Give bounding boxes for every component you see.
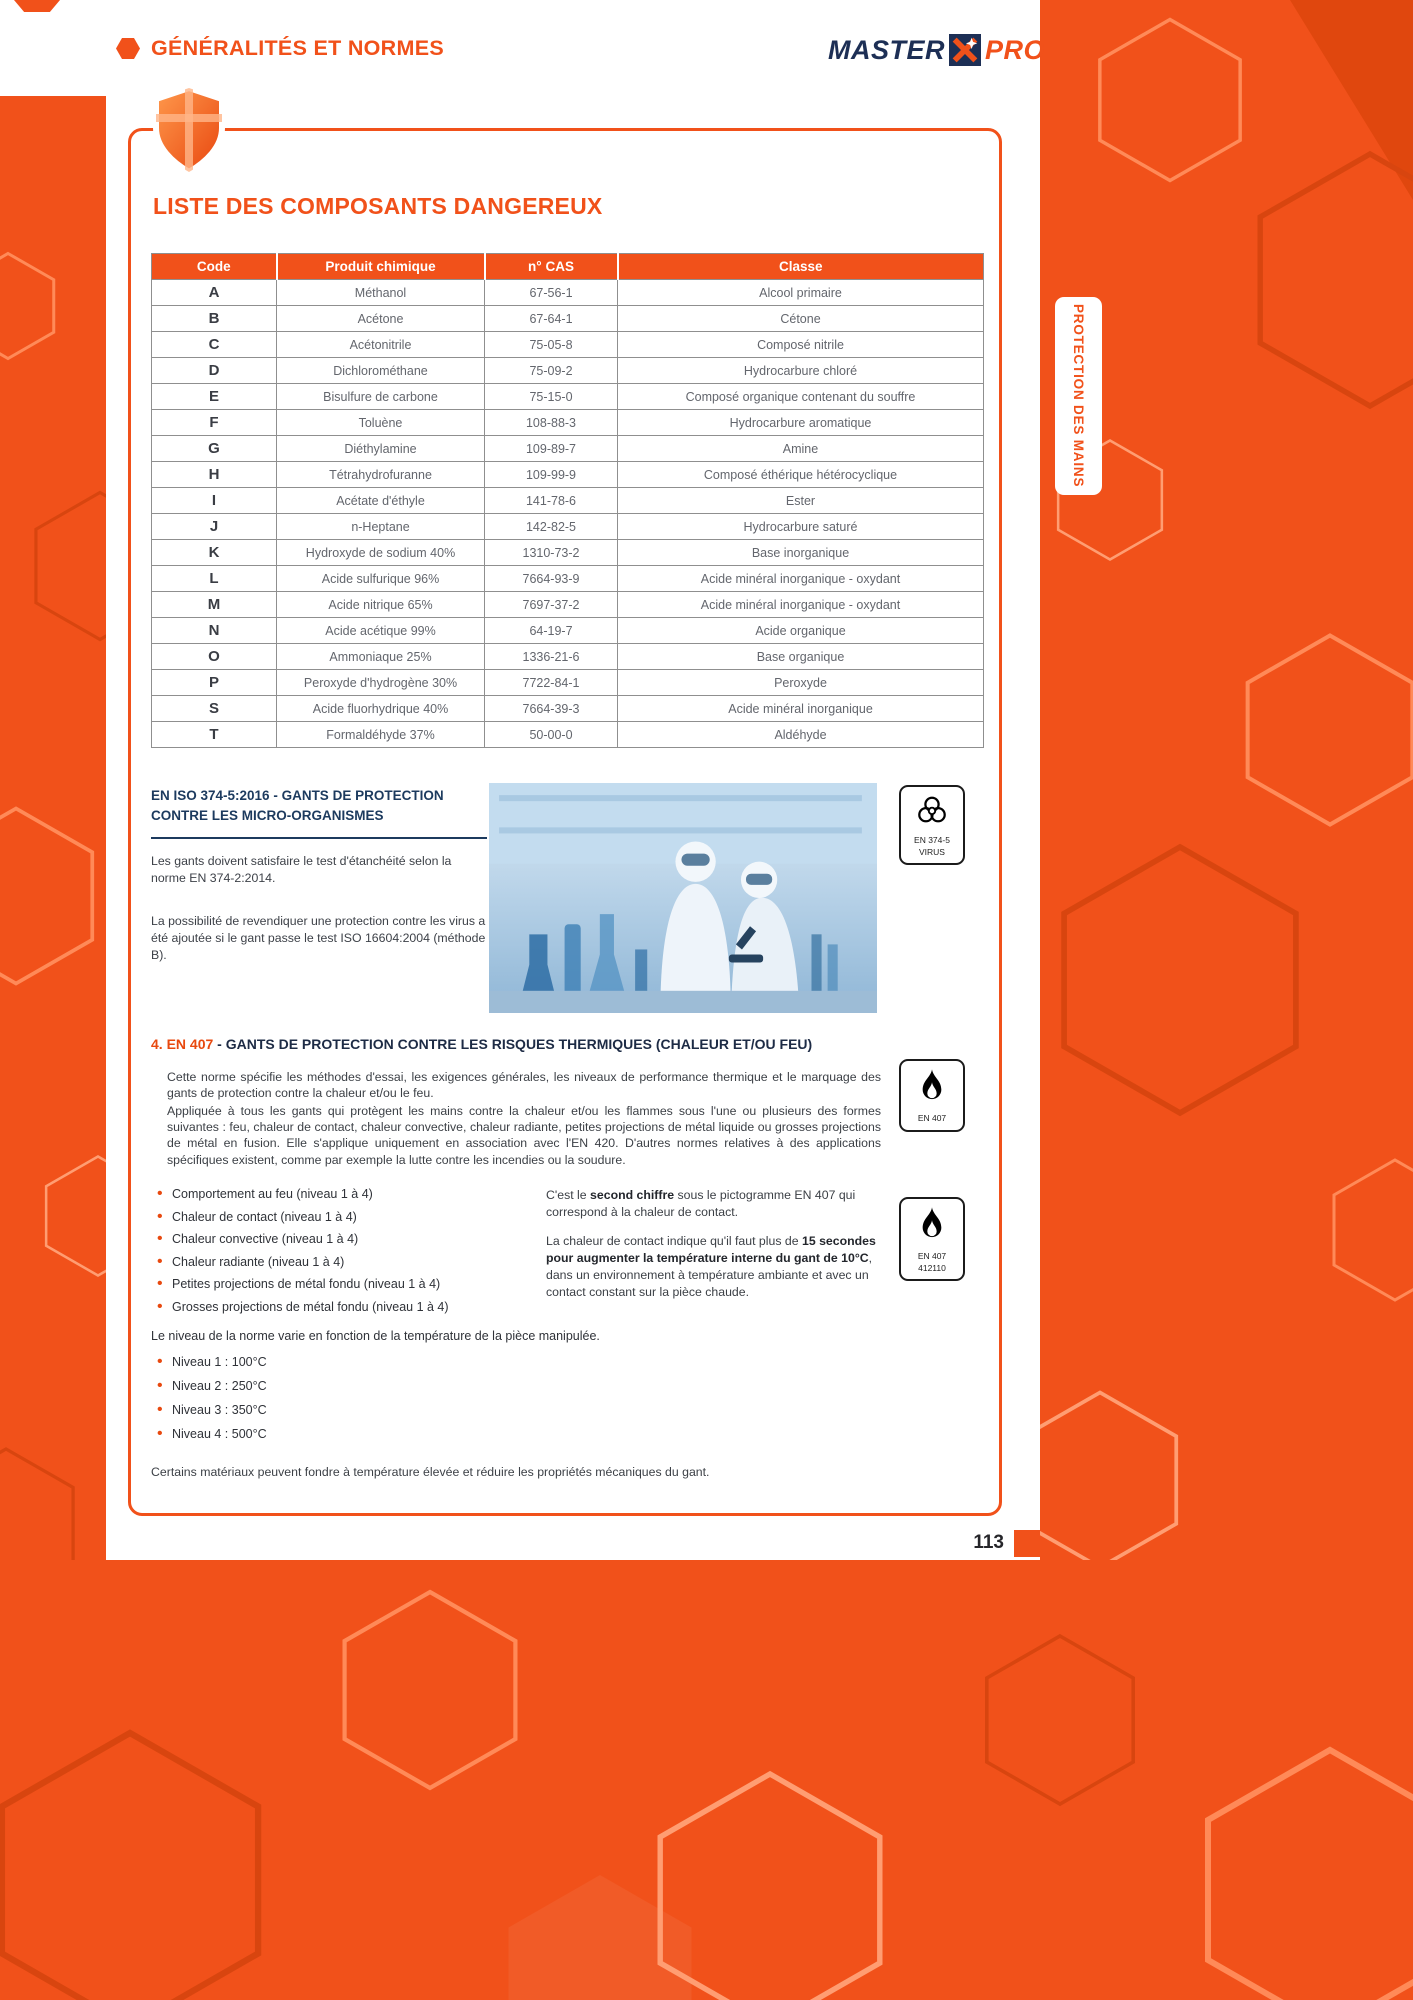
cell-classe: Acide minéral inorganique - oxydant xyxy=(618,592,984,618)
cell-code: E xyxy=(152,384,277,410)
cell-classe: Alcool primaire xyxy=(618,280,984,306)
cell-code: N xyxy=(152,618,277,644)
cell-produit: Ammoniaque 25% xyxy=(277,644,485,670)
level-list-item: • Niveau 3 : 350°C xyxy=(157,1403,457,1417)
table-row xyxy=(152,722,984,748)
cell-code: B xyxy=(152,306,277,332)
corner-decoration xyxy=(14,0,60,12)
cell-cas: 50-00-0 xyxy=(485,722,618,748)
pictogram-norm-label: EN 407 xyxy=(917,1251,947,1261)
table-row xyxy=(152,384,984,410)
levels-note: Certains matériaux peuvent fondre à température élevée et réduire les propriétés mécaniques du gant. xyxy=(151,1465,710,1479)
page-number-marker xyxy=(1014,1530,1040,1557)
cell-classe: Hydrocarbure chloré xyxy=(618,358,984,384)
en407-para2: Appliquée à tous les gants qui protègent les mains contre la chaleur et/ou les flammes sous l'une ou plusieurs des formes suivantes : feu, chaleur de contact, chaleur convective, chaleur radiante, petites projections de métal liquide ou grosses projections de métal en fusion. Elle s'applique uniquement en association avec l'EN 420. D'autres normes relatives à des applications spécifiques existent, comme par exemple la lutte contre les incendies ou la soudure. xyxy=(167,1104,881,1167)
level-list-item: • Niveau 1 : 100°C xyxy=(157,1355,457,1369)
level-list-item: • Niveau 4 : 500°C xyxy=(157,1427,457,1441)
cell-code: S xyxy=(152,696,277,722)
en-iso-374-para1: Les gants doivent satisfaire le test d'étanchéité selon la norme EN 374-2:2014. xyxy=(151,854,452,886)
table-header-cell: n° CAS xyxy=(485,254,618,280)
table-row xyxy=(152,462,984,488)
cell-classe: Acide minéral inorganique xyxy=(618,696,984,722)
pictogram-norm-label: EN 407 xyxy=(917,1113,947,1123)
levels-intro: Le niveau de la norme varie en fonction de la température de la pièce manipulée. xyxy=(151,1329,600,1343)
cell-code: O xyxy=(152,644,277,670)
table-row xyxy=(152,592,984,618)
cell-produit: Dichlorométhane xyxy=(277,358,485,384)
cell-code: M xyxy=(152,592,277,618)
levels-list xyxy=(157,1355,457,1451)
criteria-list-item: • Comportement au feu (niveau 1 à 4) xyxy=(157,1187,547,1201)
cell-cas: 109-89-7 xyxy=(485,436,618,462)
table-row xyxy=(152,670,984,696)
brand-master-text: MASTER xyxy=(828,34,945,65)
en407-heading xyxy=(151,1036,911,1052)
criteria-list-item: • Chaleur radiante (niveau 1 à 4) xyxy=(157,1255,547,1269)
cell-classe: Ester xyxy=(618,488,984,514)
cell-code: K xyxy=(152,540,277,566)
en407-contact-para2: La chaleur de contact indique qu'il faut plus de 15 secondes pour augmenter la température interne du gant de 10°C, dans un environnement à température ambiante et avec un contact constant sur la pièce chaude. xyxy=(546,1233,876,1299)
cell-code: P xyxy=(152,670,277,696)
table-header-cell: Produit chimique xyxy=(277,254,485,280)
criteria-list-item: • Chaleur convective (niveau 1 à 4) xyxy=(157,1232,547,1246)
pictogram-en374-5-virus xyxy=(899,785,965,865)
cell-code: J xyxy=(152,514,277,540)
brand-pro-text: PRO xyxy=(985,34,1046,65)
logo-star-icon xyxy=(949,34,981,66)
table-row xyxy=(152,566,984,592)
en407-heading-text: - GANTS DE PROTECTION CONTRE LES RISQUES THERMIQUES (CHALEUR ET/OU FEU) xyxy=(217,1036,813,1052)
table-row xyxy=(152,280,984,306)
cell-produit: Diéthylamine xyxy=(277,436,485,462)
table-row xyxy=(152,332,984,358)
table-row xyxy=(152,306,984,332)
table-row xyxy=(152,436,984,462)
en407-para1: Cette norme spécifie les méthodes d'essai, les exigences générales, les niveaux de performance thermique et le marquage des gants de protection contre la chaleur et/ou le feu. xyxy=(167,1070,881,1101)
biohazard-icon xyxy=(915,794,949,831)
cell-produit: n-Heptane xyxy=(277,514,485,540)
bottom-decoration-band xyxy=(0,1560,1413,2000)
table-row xyxy=(152,618,984,644)
cell-classe: Base organique xyxy=(618,644,984,670)
table-header-cell: Classe xyxy=(618,254,984,280)
side-tab-protection-des-mains xyxy=(1055,297,1102,495)
cell-classe: Composé nitrile xyxy=(618,332,984,358)
criteria-list-item: • Petites projections de métal fondu (niveau 1 à 4) xyxy=(157,1277,547,1291)
page-title: GÉNÉRALITÉS ET NORMES xyxy=(151,36,444,60)
cell-produit: Acétate d'éthyle xyxy=(277,488,485,514)
side-tab-label: PROTECTION DES MAINS xyxy=(1071,304,1086,488)
table-header-cell: Code xyxy=(152,254,277,280)
cell-code: G xyxy=(152,436,277,462)
pictogram-sub-label: VIRUS xyxy=(919,847,945,858)
en407-contact-column xyxy=(546,1187,886,1301)
cell-cas: 109-99-9 xyxy=(485,462,618,488)
cell-code: C xyxy=(152,332,277,358)
cell-code: I xyxy=(152,488,277,514)
cell-cas: 142-82-5 xyxy=(485,514,618,540)
level-list-item: • Niveau 2 : 250°C xyxy=(157,1379,457,1393)
page-number: 113 xyxy=(973,1532,1004,1553)
cell-classe: Peroxyde xyxy=(618,670,984,696)
cell-produit: Toluène xyxy=(277,410,485,436)
criteria-list-item: • Grosses projections de métal fondu (niveau 1 à 4) xyxy=(157,1300,547,1314)
en407-criteria-list xyxy=(157,1187,547,1322)
cell-produit: Tétrahydrofuranne xyxy=(277,462,485,488)
cell-code: F xyxy=(152,410,277,436)
table-row xyxy=(152,488,984,514)
cell-code: A xyxy=(152,280,277,306)
cell-cas: 1310-73-2 xyxy=(485,540,618,566)
cell-produit: Acétonitrile xyxy=(277,332,485,358)
pictogram-rating-label: 412110 xyxy=(918,1263,946,1274)
cell-classe: Base inorganique xyxy=(618,540,984,566)
cell-cas: 7722-84-1 xyxy=(485,670,618,696)
cell-cas: 67-64-1 xyxy=(485,306,618,332)
lab-photo xyxy=(489,783,877,1013)
cell-produit: Acide sulfurique 96% xyxy=(277,566,485,592)
cell-cas: 75-09-2 xyxy=(485,358,618,384)
hexagon-pattern xyxy=(0,1560,1413,2000)
table-section-title: LISTE DES COMPOSANTS DANGEREUX xyxy=(153,193,603,219)
pictogram-en407-412110 xyxy=(899,1197,965,1281)
shield-icon xyxy=(150,84,228,176)
cell-produit: Acétone xyxy=(277,306,485,332)
criteria-list-item: • Chaleur de contact (niveau 1 à 4) xyxy=(157,1210,547,1224)
cell-classe: Acide minéral inorganique - oxydant xyxy=(618,566,984,592)
cell-produit: Acide acétique 99% xyxy=(277,618,485,644)
cell-cas: 75-05-8 xyxy=(485,332,618,358)
cell-classe: Aldéhyde xyxy=(618,722,984,748)
cell-cas: 108-88-3 xyxy=(485,410,618,436)
cell-produit: Formaldéhyde 37% xyxy=(277,722,485,748)
cell-code: H xyxy=(152,462,277,488)
table-row xyxy=(152,696,984,722)
en-iso-374-heading: EN ISO 374-5:2016 - GANTS DE PROTECTION CONTRE LES MICRO-ORGANISMES xyxy=(151,786,487,839)
masterpro-logo xyxy=(828,34,1045,66)
pictogram-en407 xyxy=(899,1059,965,1132)
cell-cas: 141-78-6 xyxy=(485,488,618,514)
cell-classe: Acide organique xyxy=(618,618,984,644)
cell-classe: Amine xyxy=(618,436,984,462)
section-en-iso-374-5 xyxy=(151,786,487,964)
flame-icon xyxy=(918,1206,946,1247)
section-marker-icon xyxy=(116,38,140,59)
table-header-row xyxy=(152,254,984,280)
flame-icon xyxy=(918,1068,946,1109)
cell-code: T xyxy=(152,722,277,748)
page-header xyxy=(116,36,444,61)
pictogram-norm-label: EN 374-5 xyxy=(914,835,950,845)
cell-cas: 7664-39-3 xyxy=(485,696,618,722)
cell-code: D xyxy=(152,358,277,384)
cell-classe: Composé éthérique hétérocyclique xyxy=(618,462,984,488)
cell-classe: Composé organique contenant du souffre xyxy=(618,384,984,410)
cell-produit: Acide nitrique 65% xyxy=(277,592,485,618)
cell-cas: 7664-93-9 xyxy=(485,566,618,592)
cell-cas: 7697-37-2 xyxy=(485,592,618,618)
cell-produit: Bisulfure de carbone xyxy=(277,384,485,410)
cell-code: L xyxy=(152,566,277,592)
components-table xyxy=(151,253,984,748)
cell-produit: Peroxyde d'hydrogène 30% xyxy=(277,670,485,696)
table-row xyxy=(152,410,984,436)
content-frame xyxy=(128,128,1002,1516)
cell-cas: 75-15-0 xyxy=(485,384,618,410)
cell-produit: Acide fluorhydrique 40% xyxy=(277,696,485,722)
table-row xyxy=(152,644,984,670)
en407-contact-para1: C'est le second chiffre sous le pictogramme EN 407 qui correspond à la chaleur de contact. xyxy=(546,1188,856,1219)
cell-cas: 1336-21-6 xyxy=(485,644,618,670)
cell-cas: 67-56-1 xyxy=(485,280,618,306)
cell-classe: Hydrocarbure aromatique xyxy=(618,410,984,436)
en-iso-374-para2: La possibilité de revendiquer une protection contre les virus a été ajoutée si le gant passe le test ISO 16604:2004 (méthode B). xyxy=(151,914,486,962)
cell-classe: Cétone xyxy=(618,306,984,332)
table-row xyxy=(152,358,984,384)
table-row xyxy=(152,540,984,566)
cell-produit: Hydroxyde de sodium 40% xyxy=(277,540,485,566)
cell-cas: 64-19-7 xyxy=(485,618,618,644)
en407-heading-number: 4. EN 407 xyxy=(151,1036,214,1052)
cell-classe: Hydrocarbure saturé xyxy=(618,514,984,540)
cell-produit: Méthanol xyxy=(277,280,485,306)
table-row xyxy=(152,514,984,540)
